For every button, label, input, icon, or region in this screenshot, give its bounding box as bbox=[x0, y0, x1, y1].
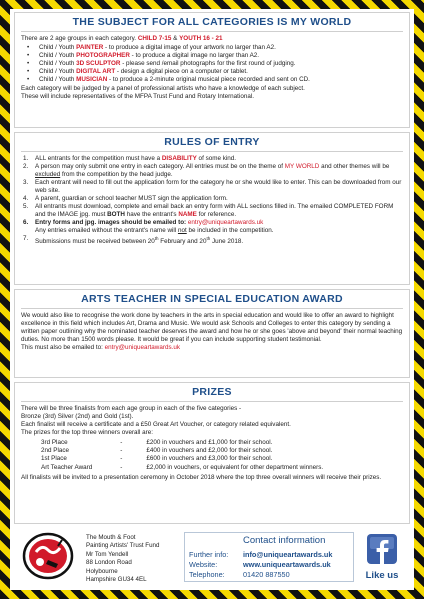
like-us-label: Like us bbox=[365, 570, 399, 581]
prizes-outro: All finalists will be invited to a presentation ceremony in October 2018 where the top three overall winners will receive their prizes. bbox=[21, 473, 382, 481]
website-label: Website: bbox=[189, 560, 218, 569]
youth-group-label: YOUTH 16 - 21 bbox=[179, 35, 223, 42]
address-block: The Mouth & Foot Painting Artists' Trust Fund Mr Tom Yendell 88 London Road Holybourne Hampshire GU34 4EL bbox=[86, 534, 160, 584]
telephone-label: Telephone: bbox=[189, 570, 225, 579]
table-row: 2nd Place - £400 in vouchers and £2,000 for their school. bbox=[41, 447, 273, 455]
teacher-award-heading: ARTS TEACHER IN SPECIAL EDUCATION AWARD bbox=[21, 290, 403, 309]
prizes-heading: PRIZES bbox=[21, 383, 403, 402]
ampersand: & bbox=[173, 35, 178, 42]
subject-body bbox=[15, 35, 409, 101]
rule-item: 2. A person may only submit one entry in each category. All entries must be on the theme of MY WORLD and other themes will be excluded from the competition by the head judge. bbox=[23, 163, 390, 178]
website-link[interactable]: www.uniqueartawards.uk bbox=[243, 560, 331, 569]
table-row: 1st Place - £600 in vouchers and £3,000 for their school. bbox=[41, 455, 273, 463]
facebook-icon bbox=[360, 532, 404, 570]
prizes-intro-1: There will be three finalists from each age group in each of the five categories - bbox=[21, 405, 242, 412]
rules-list bbox=[21, 155, 403, 246]
prizes-intro-2: Bronze (3rd) Silver (2nd) and Gold (1st). bbox=[21, 413, 134, 420]
rule-item: 3. Each entrant will need to fill out the application form for the category he or she would like to enter. This can be downloaded from our web site. bbox=[23, 179, 402, 194]
child-group-label: CHILD 7-15 bbox=[137, 35, 172, 42]
rule-item: 6. Entry forms and jpg. images should be emailed to: entry@uniqueartawards.uk Any entries emailed without the entrant's name will not be included in the competition. bbox=[23, 219, 274, 234]
rules-section bbox=[14, 132, 410, 285]
contact-title: Contact information bbox=[243, 535, 326, 546]
category-list bbox=[21, 44, 403, 84]
category-item: • Child / Youth PHOTOGRAPHER - to produce a digital image no larger than A2. bbox=[21, 52, 403, 60]
table-row: Art Teacher Award - £2,000 in vouchers, or equivalent for other department winners. bbox=[41, 463, 324, 471]
table-row: 3rd Place - £200 in vouchers and £1,000 for their school. bbox=[41, 439, 273, 446]
judging-text-1: Each category will be judged by a panel of professional artists who have a knowledge of each subject. bbox=[21, 85, 305, 92]
rule-item: 5. All entrants must download, complete and email back an entry form with ALL sections filled in. The emailed COMPLETED FORM and the IMAGE jpg. must BOTH have the entrant's NAME for reference. bbox=[23, 203, 394, 218]
prizes-table bbox=[41, 439, 329, 472]
prizes-intro-3: Each finalist will receive a certificate and a £50 Great Art Voucher, or category related equivalent. bbox=[21, 421, 291, 428]
judging-text-2: These will include representatives of the MFPA Trust Fund and Rotary International. bbox=[21, 93, 254, 100]
rule-item: 7. Submissions must be received between 20th February and 20th June 2018. bbox=[23, 235, 244, 246]
category-item: • Child / Youth 3D SCULPTOR - please send /email photographs for the first round of judging. bbox=[21, 60, 403, 68]
subject-heading: THE SUBJECT FOR ALL CATEGORIES IS MY WORLD bbox=[21, 13, 403, 32]
rule-item: 4. A parent, guardian or school teacher MUST sign the application form. bbox=[23, 195, 228, 202]
footer bbox=[14, 528, 410, 586]
info-email-link[interactable]: info@uniqueartawards.uk bbox=[243, 550, 333, 559]
mfpa-logo-icon bbox=[22, 532, 74, 580]
age-groups-line bbox=[21, 35, 403, 43]
telephone-value: 01420 887550 bbox=[243, 570, 290, 579]
teacher-award-email-line: This must also be emailed to: entry@uniqueartawards.uk bbox=[21, 344, 181, 351]
subject-section bbox=[14, 12, 410, 128]
rule-item: 1. ALL entrants for the competition must have a DISABILITY of some kind. bbox=[23, 155, 237, 162]
contact-box bbox=[184, 532, 354, 582]
category-item: • Child / Youth MUSICIAN - to produce a 2-minute original musical piece recorded and sent on CD. bbox=[21, 76, 403, 84]
category-item: • Child / Youth PAINTER - to produce a digital image of your artwork no larger than A2. bbox=[21, 44, 403, 52]
further-info-label: Further info: bbox=[189, 550, 229, 559]
poster-page bbox=[10, 9, 414, 590]
rules-heading: RULES OF ENTRY bbox=[21, 133, 403, 152]
entry-email-link[interactable]: entry@uniqueartawards.uk bbox=[187, 219, 264, 226]
age-groups-intro: There are 2 age groups in each category. bbox=[21, 35, 137, 42]
facebook-like[interactable] bbox=[360, 532, 404, 582]
prizes-intro-4: The prizes for the top three winners overall are: bbox=[21, 429, 153, 436]
teacher-email-link[interactable]: entry@uniqueartawards.uk bbox=[104, 344, 181, 351]
prizes-section bbox=[14, 382, 410, 524]
teacher-award-section bbox=[14, 289, 410, 378]
category-item: • Child / Youth DIGITAL ART - design a digital piece on a computer or tablet. bbox=[21, 68, 403, 76]
teacher-award-text: We would also like to recognise the work done by teachers in the arts in special education and would like to offer an award to highlight excellence in this field which includes Art, Drama and Music. We would ask Schools and Colleges to enter this category by sending a written paper outlining why the nominated teacher deserves the award and how he or she goes 'above and beyond' their normal teaching duties. No more than 1500 words please. It would be great if you can include supporting student testimonial. bbox=[21, 312, 403, 343]
